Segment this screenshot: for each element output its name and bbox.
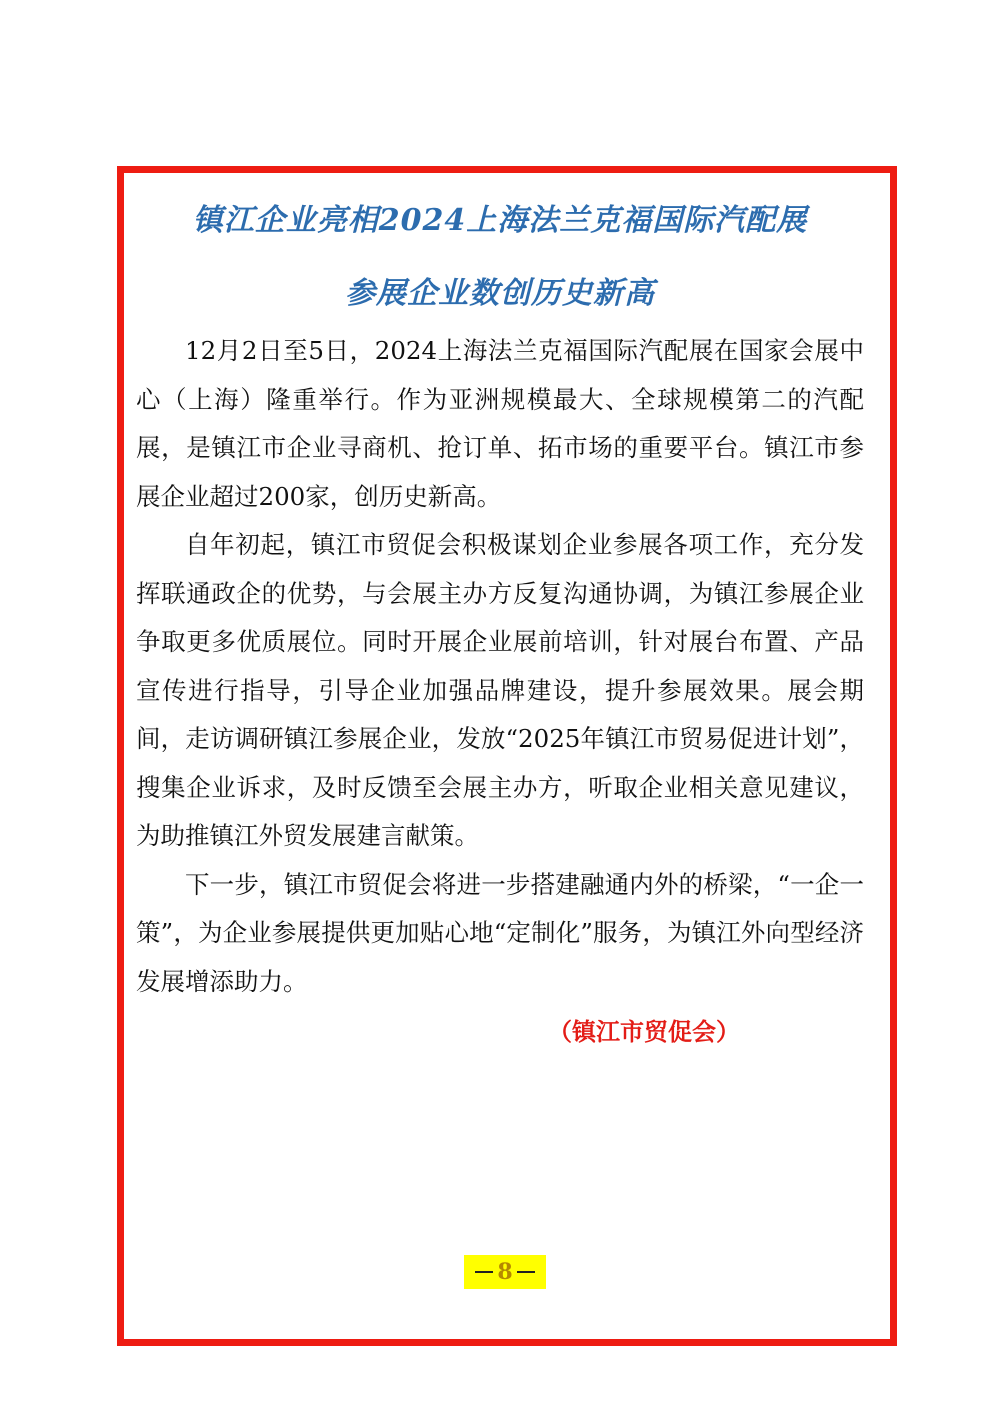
article-title-line-2: 参展企业数创历史新高 — [345, 276, 655, 311]
article-title-line-1: 镇江企业亮相2024上海法兰克福国际汽配展 — [192, 203, 808, 238]
page-number-left-dash — [475, 1271, 493, 1273]
page-number: 8 — [497, 1259, 513, 1285]
article-source-signature: （镇江市贸促会） — [548, 1017, 740, 1046]
article-body — [136, 327, 864, 1006]
article-paragraph-2: 自年初起，镇江市贸促会积极谋划企业参展各项工作，充分发挥联通政企的优势，与会展主办方反复沟通协调，为镇江参展企业争取更多优质展位。同时开展企业展前培训，针对展台布置、产品宣传进行指导，引导企业加强品牌建设，提升参展效果。展会期间，走访调研镇江参展企业，发放“2025年镇江市贸易促进计划”，搜集企业诉求，及时反馈至会展主办方，听取企业相关意见建议，为助推镇江外贸发展建言献策。 — [136, 530, 864, 850]
page-number-right-dash — [517, 1271, 535, 1273]
article-paragraph-3: 下一步，镇江市贸促会将进一步搭建融通内外的桥梁，“一企一策”，为企业参展提供更加贴心地“定制化”服务，为镇江外向型经济发展增添助力。 — [136, 869, 864, 996]
article-paragraph-1: 12月2日至5日，2024上海法兰克福国际汽配展在国家会展中心（上海）隆重举行。作为亚洲规模最大、全球规模第二的汽配展，是镇江市企业寻商机、抢订单、拓市场的重要平台。镇江市参展企业超过200家，创历史新高。 — [136, 336, 864, 511]
page-number-badge — [464, 1255, 546, 1289]
